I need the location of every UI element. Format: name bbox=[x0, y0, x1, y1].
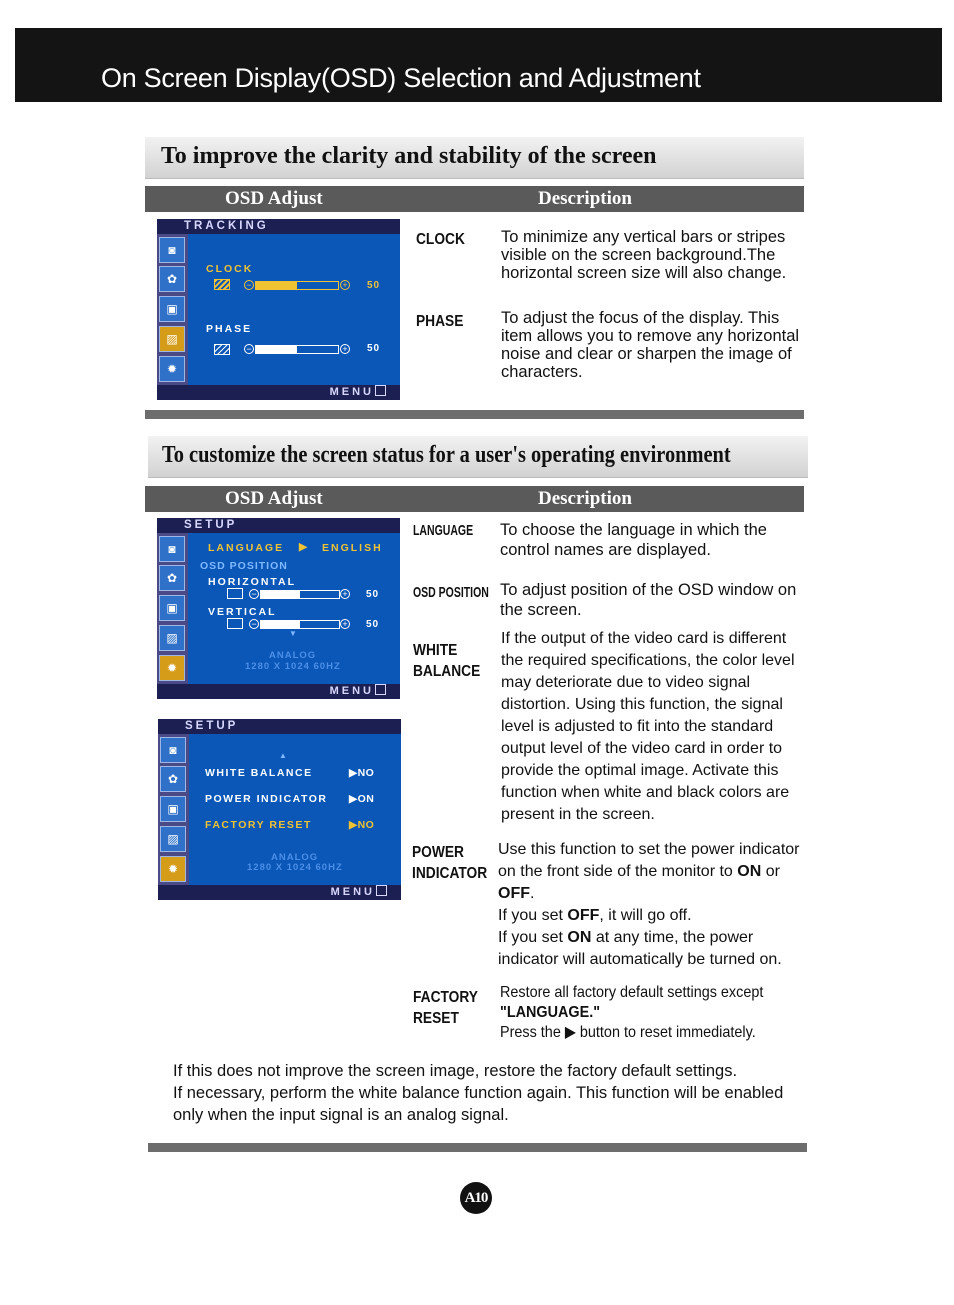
desc-language: To choose the language in which the control names are displayed. bbox=[500, 521, 767, 559]
osd-vertical-value: 50 bbox=[366, 619, 380, 630]
osd-horizontal-label: HORIZONTAL bbox=[208, 576, 297, 588]
osd-sidebar bbox=[157, 533, 188, 684]
menu-exit-icon bbox=[375, 684, 386, 695]
osd-white-balance-value: ▶NO bbox=[349, 767, 375, 779]
osd-footer bbox=[157, 684, 400, 699]
osd-phase-value: 50 bbox=[367, 343, 381, 354]
label-clock: CLOCK bbox=[416, 231, 465, 248]
desc-white-balance: If the output of the video card is different the required specifications, the color level may deteriorate due to video signal distortion. Using this function, the signal level is adjusted to fit into the standard output level of the video card in order to provide the optimal image. Activate this function when white and black colors are present in the screen. bbox=[501, 630, 795, 823]
col-description: Description bbox=[538, 488, 632, 509]
osd-menu-label: MENU bbox=[330, 886, 375, 898]
vertical-minus-icon: − bbox=[249, 619, 259, 629]
vertical-icon bbox=[227, 618, 243, 629]
horizontal-icon bbox=[227, 588, 243, 599]
osd-power-indicator-label: POWER INDICATOR bbox=[205, 793, 328, 805]
osd-menu-label: MENU bbox=[329, 386, 374, 398]
setup-gear-icon: ✹ bbox=[159, 655, 185, 681]
osd-sidebar bbox=[158, 734, 189, 885]
label-phase: PHASE bbox=[416, 313, 464, 330]
col-osd-adjust: OSD Adjust bbox=[225, 488, 323, 509]
column-header bbox=[145, 186, 804, 212]
tracking-icon: ▨ bbox=[159, 625, 185, 651]
osd-factory-reset-label: FACTORY RESET bbox=[205, 819, 312, 831]
osd-factory-reset-value: ▶NO bbox=[349, 819, 375, 831]
label-white-balance: WHITE BALANCE bbox=[413, 642, 481, 680]
page-title: On Screen Display(OSD) Selection and Adjustment bbox=[101, 63, 701, 93]
osd-footer bbox=[158, 885, 401, 900]
osd-signal: ANALOG bbox=[269, 650, 317, 661]
picture-icon: ◙ bbox=[160, 737, 186, 763]
desc-factory-reset: Restore all factory default settings except "LANGUAGE." Press the ▶ button to reset immediately. bbox=[500, 984, 764, 1041]
col-osd-adjust: OSD Adjust bbox=[225, 188, 323, 209]
osd-phase-label: PHASE bbox=[206, 323, 253, 335]
horizontal-plus-icon: + bbox=[340, 589, 350, 599]
desc-power-indicator: Use this function to set the power indicator on the front side of the monitor to ON or OFF. If you set OFF, it will go off. If you set ON at any time, the power indicator will automatically be turned on. bbox=[498, 841, 800, 968]
note-text: If this does not improve the screen image, restore the factory default settings. If necessary, perform the white balance function again. This function will be enabled only when the input signal is an analog signal. bbox=[173, 1062, 784, 1124]
label-osd-position: OSD POSITION bbox=[413, 584, 489, 601]
osd-language-value: ENGLISH bbox=[322, 542, 383, 554]
column-header bbox=[145, 486, 804, 512]
clock-icon bbox=[214, 279, 230, 290]
osd-clock-value: 50 bbox=[367, 280, 381, 291]
osd-sidebar bbox=[157, 234, 188, 385]
col-description: Description bbox=[538, 188, 632, 209]
osd-setup-screen-2 bbox=[158, 719, 401, 900]
scroll-down-icon: ▼ bbox=[289, 629, 297, 638]
vertical-plus-icon: + bbox=[340, 619, 350, 629]
menu-exit-icon bbox=[376, 885, 387, 896]
osd-menu-label: MENU bbox=[329, 685, 374, 697]
color-icon: ✿ bbox=[160, 766, 186, 792]
horizontal-slider bbox=[260, 590, 340, 599]
position-icon: ▣ bbox=[159, 595, 185, 621]
label-power-indicator: POWER INDICATOR bbox=[412, 844, 488, 882]
desc-osd-position: To adjust position of the OSD window on the screen. bbox=[500, 581, 797, 619]
arrow-right-icon: ▶ bbox=[299, 541, 308, 553]
osd-header: SETUP bbox=[158, 719, 401, 734]
phase-slider bbox=[255, 345, 339, 354]
osd-language-label: LANGUAGE bbox=[208, 542, 285, 554]
clock-slider bbox=[255, 281, 339, 290]
osd-tracking-screen bbox=[157, 219, 400, 400]
section-divider bbox=[145, 410, 804, 419]
color-icon: ✿ bbox=[159, 565, 185, 591]
osd-vertical-label: VERTICAL bbox=[208, 606, 277, 618]
osd-resolution: 1280 X 1024 60HZ bbox=[245, 661, 341, 672]
phase-plus-icon: + bbox=[340, 344, 350, 354]
page-number-badge: A10 bbox=[460, 1182, 492, 1214]
section-divider bbox=[148, 1143, 807, 1152]
clock-minus-icon: − bbox=[244, 280, 254, 290]
position-icon: ▣ bbox=[160, 796, 186, 822]
tracking-icon: ▨ bbox=[160, 826, 186, 852]
label-language: LANGUAGE bbox=[413, 522, 474, 539]
osd-signal: ANALOG bbox=[271, 852, 319, 863]
osd-footer bbox=[157, 385, 400, 400]
osd-header: SETUP bbox=[157, 518, 400, 533]
scroll-up-icon: ▲ bbox=[279, 751, 287, 760]
section-title-text: To customize the screen status for a user's operating environment bbox=[162, 442, 731, 468]
tracking-icon: ▨ bbox=[159, 326, 185, 352]
picture-icon: ◙ bbox=[159, 536, 185, 562]
horizontal-minus-icon: − bbox=[249, 589, 259, 599]
section-title-customize bbox=[148, 436, 808, 478]
osd-horizontal-value: 50 bbox=[366, 589, 380, 600]
osd-resolution: 1280 X 1024 60HZ bbox=[247, 862, 343, 873]
osd-clock-label: CLOCK bbox=[206, 263, 254, 275]
osd-white-balance-label: WHITE BALANCE bbox=[205, 767, 313, 779]
osd-position-label: OSD POSITION bbox=[200, 560, 288, 572]
desc-clock: To minimize any vertical bars or stripes visible on the screen background.The horizontal screen size will also change. bbox=[501, 228, 787, 282]
label-factory-reset: FACTORY RESET bbox=[413, 989, 478, 1027]
menu-exit-icon bbox=[375, 385, 386, 396]
desc-phase: To adjust the focus of the display. This item allows you to remove any horizontal noise and clear or sharpen the image of characters. bbox=[501, 309, 800, 381]
clock-plus-icon: + bbox=[340, 280, 350, 290]
osd-setup-screen-1 bbox=[157, 518, 400, 699]
section-title-text: To improve the clarity and stability of the screen bbox=[161, 143, 657, 169]
setup-gear-icon: ✹ bbox=[160, 856, 186, 882]
play-button-icon: ▶ bbox=[564, 1024, 576, 1041]
osd-header: TRACKING bbox=[157, 219, 400, 234]
vertical-slider bbox=[260, 620, 340, 629]
osd-power-indicator-value: ▶ON bbox=[349, 793, 375, 805]
phase-icon bbox=[214, 344, 230, 355]
color-icon: ✿ bbox=[159, 266, 185, 292]
position-icon: ▣ bbox=[159, 296, 185, 322]
section-title-clarity bbox=[145, 137, 804, 179]
phase-minus-icon: − bbox=[244, 344, 254, 354]
picture-icon: ◙ bbox=[159, 237, 185, 263]
setup-gear-icon: ✹ bbox=[159, 356, 185, 382]
